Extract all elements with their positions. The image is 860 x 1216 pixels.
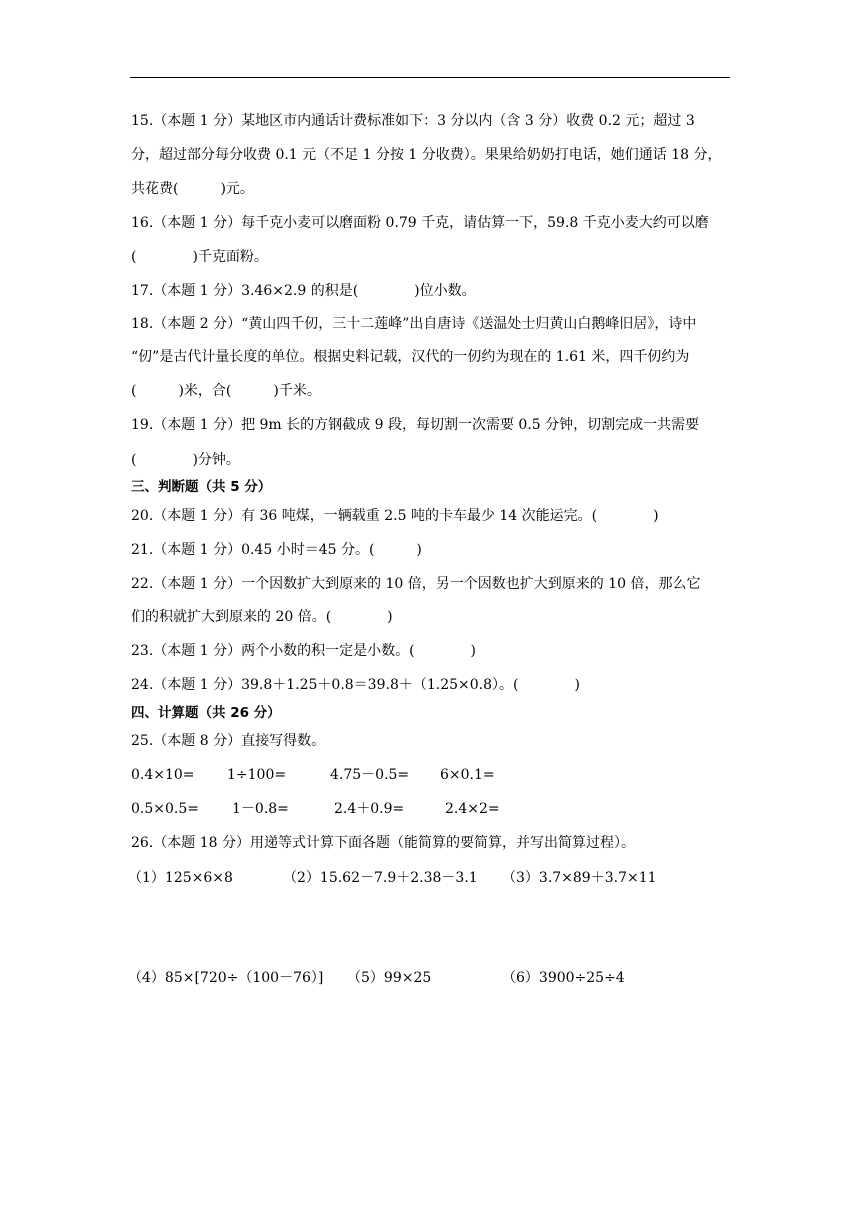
q26-item-3: （3）3.7×89＋3.7×11	[502, 870, 657, 886]
q26-item-2: （2）15.62－7.9＋2.38－3.1	[283, 870, 478, 886]
question-18-line-1: 18.（本题 2 分）“黄山四千仞，三十二莲峰”出自唐诗《送温处士归黄山白鹅峰旧居》，诗中	[131, 316, 697, 332]
q26-item-6: （6）3900÷25÷4	[502, 970, 625, 986]
section-4-heading: 四、计算题（共 26 分）	[131, 705, 281, 721]
question-26-title: 26.（本题 18 分）用递等式计算下面各题（能简算的要简算，并写出简算过程）。	[131, 835, 635, 851]
question-17-line-1: 17.（本题 1 分）3.46×2.9 的积是( )位小数。	[131, 283, 476, 299]
question-15-line-3: 共花费( )元。	[131, 181, 254, 197]
question-15-line-1: 15.（本题 1 分）某地区市内通话计费标准如下：3 分以内（含 3 分）收费 0.2 元；超过 3	[131, 113, 695, 129]
q25-item-2: 1÷100=	[227, 767, 287, 783]
question-24: 24.（本题 1 分）39.8＋1.25＋0.8＝39.8＋（1.25×0.8）。( )	[131, 677, 580, 693]
q25-item-7: 2.4＋0.9=	[334, 801, 405, 817]
question-20: 20.（本题 1 分）有 36 吨煤，一辆载重 2.5 吨的卡车最少 14 次能运完。( )	[131, 508, 659, 524]
header-rule	[130, 77, 730, 78]
section-3-heading: 三、判断题（共 5 分）	[131, 479, 272, 495]
question-15-line-2: 分，超过部分每分收费 0.1 元（不足 1 分按 1 分收费）。果果给奶奶打电话，她们通话 18 分，	[131, 147, 722, 163]
question-23: 23.（本题 1 分）两个小数的积一定是小数。( )	[131, 643, 476, 659]
q26-item-4: （4）85×[720÷（100－76）]	[128, 970, 324, 986]
question-21: 21.（本题 1 分）0.45 小时＝45 分。( )	[131, 542, 422, 558]
q26-item-1: （1）125×6×8	[128, 870, 233, 886]
question-18-line-2: “仞”是古代计量长度的单位。根据史料记载，汉代的一仞约为现在的 1.61 米，四千仞约为	[131, 349, 690, 365]
question-19-line-2: ( )分钟。	[131, 452, 240, 468]
question-25-title: 25.（本题 8 分）直接写得数。	[131, 733, 326, 749]
question-18-line-3: ( )米，合( )千米。	[131, 383, 321, 399]
q25-item-4: 6×0.1=	[440, 767, 495, 783]
question-22-line-2: 们的积就扩大到原来的 20 倍。( )	[131, 609, 393, 625]
question-22-line-1: 22.（本题 1 分）一个因数扩大到原来的 10 倍，另一个因数也扩大到原来的 10 倍，那么它	[131, 576, 701, 592]
q25-item-1: 0.4×10=	[131, 767, 195, 783]
question-19-line-1: 19.（本题 1 分）把 9m 长的方钢截成 9 段，每切割一次需要 0.5 分钟，切割完成一共需要	[131, 417, 700, 433]
q25-item-8: 2.4×2=	[445, 801, 500, 817]
question-16-line-1: 16.（本题 1 分）每千克小麦可以磨面粉 0.79 千克，请估算一下，59.8 千克小麦大约可以磨	[131, 215, 709, 231]
q26-item-5: （5）99×25	[347, 970, 432, 986]
q25-item-5: 0.5×0.5=	[131, 801, 199, 817]
q25-item-3: 4.75－0.5=	[330, 767, 410, 783]
q25-item-6: 1－0.8=	[232, 801, 289, 817]
question-16-line-2: ( )千克面粉。	[131, 249, 268, 265]
